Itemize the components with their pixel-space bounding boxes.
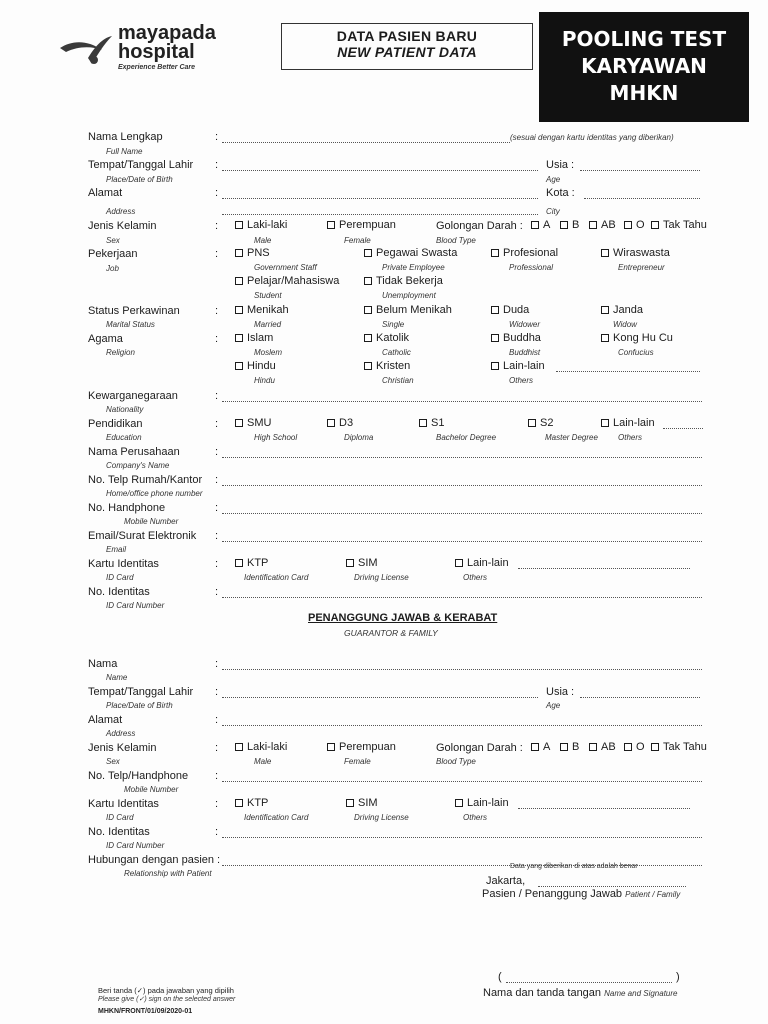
option-label: SMU (247, 417, 272, 429)
option-label: O (636, 219, 645, 231)
option-sublabel: Married (254, 320, 282, 329)
form-title-box (281, 23, 533, 70)
checkbox-student[interactable] (235, 275, 339, 287)
colon: : (215, 770, 219, 782)
checkbox-female[interactable] (327, 219, 396, 231)
option-sublabel: Male (254, 757, 272, 766)
blood-type-label: Golongan Darah : (436, 220, 523, 232)
checkbox-icon (624, 743, 632, 751)
colon: : (215, 742, 219, 754)
guarantor-address-label: Alamat (88, 714, 123, 726)
checkbox-s2[interactable] (528, 417, 553, 429)
colon: : (215, 220, 219, 232)
colon: : (215, 390, 219, 402)
signature-label-en: Name and Signature (604, 989, 678, 998)
colon: : (215, 131, 219, 143)
checkbox-buddha[interactable] (491, 332, 541, 344)
guarantor-birth-label: Tempat/Tanggal Lahir (88, 686, 194, 698)
option-label: Tak Tahu (663, 219, 707, 231)
checkbox-ktp[interactable] (235, 557, 268, 569)
checkbox-widow[interactable] (601, 304, 643, 316)
form-code: MHKN/FRONT/01/09/2020-01 (98, 1008, 193, 1015)
option-sublabel: Others (509, 376, 534, 385)
guarantor-checkbox-blood-ab[interactable] (589, 741, 616, 753)
guarantor-checkbox-blood-b[interactable] (560, 741, 579, 753)
checkbox-icon (651, 743, 659, 751)
sex-sublabel: Sex (106, 236, 120, 245)
company-label: Nama Perusahaan (88, 446, 180, 458)
id-card-label: Kartu Identitas (88, 558, 159, 570)
checkbox-icon (235, 743, 243, 751)
option-sublabel: Hindu (254, 376, 275, 385)
checkbox-icon (235, 277, 243, 285)
colon: : (215, 474, 219, 486)
option-sublabel: Bachelor Degree (436, 433, 497, 442)
date-field[interactable] (538, 877, 686, 887)
email-field[interactable] (222, 532, 702, 542)
checkbox-icon (491, 334, 499, 342)
option-label: Profesional (503, 247, 559, 259)
option-label: Tidak Bekerja (376, 275, 443, 287)
option-label: Islam (247, 332, 274, 344)
colon: : (215, 187, 219, 199)
nationality-field[interactable] (222, 392, 702, 402)
marital-status-label: Status Perkawinan (88, 305, 180, 317)
checkbox-islam[interactable] (235, 332, 273, 344)
checkbox-icon (364, 362, 372, 370)
place-date-label: Jakarta, (486, 875, 526, 887)
checkbox-widower[interactable] (491, 304, 529, 316)
checkbox-icon (531, 221, 539, 229)
id-number-sublabel: ID Card Number (106, 601, 165, 610)
checkbox-catholic[interactable] (364, 332, 409, 344)
education-other-field[interactable] (663, 419, 703, 429)
checkbox-blood-ab[interactable] (589, 219, 616, 231)
education-label: Pendidikan (88, 418, 143, 430)
checkbox-education-other[interactable] (601, 417, 655, 429)
option-label: S1 (431, 417, 445, 429)
option-sublabel: Male (254, 236, 272, 245)
checkbox-icon (235, 221, 243, 229)
checkbox-blood-o[interactable] (624, 219, 645, 231)
mobile-label: No. Handphone (88, 502, 166, 514)
city-field[interactable] (584, 189, 700, 199)
option-sublabel: Student (254, 291, 282, 300)
logo-name-line-1: mayapada (118, 22, 216, 44)
checkbox-professional[interactable] (491, 247, 558, 259)
guarantor-checkbox-female[interactable] (327, 741, 396, 753)
colon: : (215, 798, 219, 810)
signature-label (483, 987, 678, 999)
guarantor-checkbox-ktp[interactable] (235, 797, 268, 809)
checkbox-icon (419, 419, 427, 427)
checkbox-married[interactable] (235, 304, 289, 316)
full-name-field[interactable] (222, 133, 510, 143)
checkbox-male[interactable] (235, 219, 287, 231)
checkbox-private-employee[interactable] (364, 247, 457, 259)
option-sublabel: Single (382, 320, 405, 329)
option-label: Pegawai Swasta (376, 247, 458, 259)
guarantor-phone-sublabel: Mobile Number (124, 785, 179, 794)
job-label: Pekerjaan (88, 248, 138, 260)
checkbox-id-other[interactable] (455, 557, 509, 569)
option-label: Buddha (503, 332, 541, 344)
checkbox-entrepreneur[interactable] (601, 247, 670, 259)
guarantor-checkbox-blood-a[interactable] (531, 741, 550, 753)
stamp-line-3: MHKN (609, 81, 679, 105)
colon: : (215, 305, 219, 317)
checkbox-religion-other[interactable] (491, 360, 545, 372)
checkbox-icon (455, 559, 463, 567)
religion-other-field[interactable] (556, 362, 700, 372)
checkbox-icon (364, 249, 372, 257)
guarantor-sex-label: Jenis Kelamin (88, 742, 157, 754)
guarantor-phone-field[interactable] (222, 772, 702, 782)
option-sublabel: Driving License (354, 573, 409, 582)
option-label: Tak Tahu (663, 741, 707, 753)
checkbox-icon (327, 743, 335, 751)
relationship-label: Hubungan dengan pasien : (88, 854, 221, 866)
guarantor-address-field[interactable] (222, 716, 702, 726)
option-label: Lain-lain (503, 360, 545, 372)
checkbox-pns[interactable] (235, 247, 270, 259)
colon: : (215, 686, 219, 698)
blood-type-sublabel: Blood Type (436, 236, 476, 245)
city-sublabel: City (546, 207, 560, 216)
option-sublabel: Moslem (254, 348, 283, 357)
marital-status-sublabel: Marital Status (106, 320, 155, 329)
guarantor-id-other-field[interactable] (518, 799, 690, 809)
checkbox-icon (235, 249, 243, 257)
option-label: Pelajar/Mahasiswa (247, 275, 340, 287)
checkbox-icon (560, 743, 568, 751)
checkbox-blood-b[interactable] (560, 219, 579, 231)
guarantor-age-field[interactable] (580, 688, 700, 698)
colon: : (215, 418, 219, 430)
mobile-field[interactable] (222, 504, 702, 514)
full-name-note: (sesuai dengan kartu identitas yang diberikan) (510, 133, 674, 142)
colon: : (215, 248, 219, 260)
option-label: AB (601, 219, 616, 231)
age-sublabel: Age (546, 175, 561, 184)
checkbox-smu[interactable] (235, 417, 271, 429)
address-field-line-1[interactable] (222, 189, 538, 199)
option-sublabel: Master Degree (545, 433, 598, 442)
option-sublabel: Entrepreneur (618, 263, 665, 272)
option-sublabel: Widow (613, 320, 637, 329)
guarantor-checkbox-sim[interactable] (346, 797, 378, 809)
option-sublabel: Buddhist (509, 348, 541, 357)
checkbox-unemployed[interactable] (364, 275, 443, 287)
checkbox-icon (531, 743, 539, 751)
guarantor-section-title: PENANGGUNG JAWAB & KERABAT (308, 612, 498, 624)
option-label: Lain-lain (613, 417, 655, 429)
option-label: D3 (339, 417, 354, 429)
checkbox-christian[interactable] (364, 360, 410, 372)
option-sublabel: Identification Card (244, 573, 309, 582)
option-sublabel: High School (254, 433, 298, 442)
nationality-sublabel: Nationality (106, 405, 144, 414)
option-sublabel: Catholic (382, 348, 411, 357)
option-label: Janda (613, 304, 643, 316)
guarantor-name-label: Nama (88, 658, 118, 670)
checkbox-icon (589, 743, 597, 751)
guarantor-checkbox-male[interactable] (235, 741, 287, 753)
option-sublabel: Private Employee (382, 263, 445, 272)
checkbox-icon (491, 306, 499, 314)
guarantor-birth-sublabel: Place/Date of Birth (106, 701, 173, 710)
address-field-line-2[interactable] (222, 205, 538, 215)
phone-field[interactable] (222, 476, 702, 486)
guarantor-id-card-label: Kartu Identitas (88, 798, 159, 810)
phone-label: No. Telp Rumah/Kantor (88, 474, 203, 486)
guarantor-id-number-field[interactable] (222, 828, 702, 838)
full-name-sublabel: Full Name (106, 147, 143, 156)
checkbox-icon (601, 334, 609, 342)
religion-sublabel: Religion (106, 348, 135, 357)
email-label: Email/Surat Elektronik (88, 530, 197, 542)
option-sublabel: Others (463, 813, 488, 822)
option-label: Wiraswasta (613, 247, 670, 259)
option-label: A (543, 741, 551, 753)
mobile-sublabel: Mobile Number (124, 517, 179, 526)
option-sublabel: Driving License (354, 813, 409, 822)
guarantor-blood-type-sublabel: Blood Type (436, 757, 476, 766)
option-label: Kristen (376, 360, 411, 372)
id-number-field[interactable] (222, 588, 702, 598)
id-card-sublabel: ID Card (106, 573, 134, 582)
checkbox-icon (346, 799, 354, 807)
checkbox-icon (327, 221, 335, 229)
option-label: Hindu (247, 360, 276, 372)
checkbox-icon (601, 249, 609, 257)
address-label: Alamat (88, 187, 123, 199)
relationship-sublabel: Relationship with Patient (124, 869, 212, 878)
guarantor-age-label: Usia : (546, 686, 575, 698)
logo-name-line-2: hospital (118, 41, 195, 63)
option-sublabel: Professional (509, 263, 554, 272)
option-label: B (572, 741, 580, 753)
checkbox-icon (455, 799, 463, 807)
pooling-test-stamp (539, 12, 749, 122)
option-label: Lain-lain (467, 557, 509, 569)
form-title: DATA PASIEN BARU (336, 28, 478, 44)
checkbox-icon (235, 334, 243, 342)
option-label: Katolik (376, 332, 410, 344)
hospital-logo-icon (58, 30, 116, 70)
guarantor-checkbox-id-other[interactable] (455, 797, 509, 809)
option-label: Perempuan (339, 219, 396, 231)
checkbox-single[interactable] (364, 304, 452, 316)
option-label: B (572, 219, 580, 231)
birth-sublabel: Place/Date of Birth (106, 175, 173, 184)
checkbox-s1[interactable] (419, 417, 444, 429)
option-label: PNS (247, 247, 270, 259)
guarantor-section-subtitle: GUARANTOR & FAMILY (344, 628, 438, 638)
checkbox-icon (491, 249, 499, 257)
checkmark-instruction: Beri tanda (✓) pada jawaban yang dipilih (98, 986, 234, 995)
company-sublabel: Company's Name (106, 461, 170, 470)
colon: : (215, 159, 219, 171)
phone-sublabel: Home/office phone number (106, 489, 203, 498)
option-label: Belum Menikah (376, 304, 452, 316)
guarantor-age-sublabel: Age (546, 701, 561, 710)
option-label: S2 (540, 417, 554, 429)
option-label: Lain-lain (467, 797, 509, 809)
option-label: KTP (247, 557, 269, 569)
colon: : (215, 530, 219, 542)
guarantor-blood-type-label: Golongan Darah : (436, 742, 523, 754)
option-label: Laki-laki (247, 741, 288, 753)
colon: : (215, 558, 219, 570)
colon: : (215, 446, 219, 458)
guarantor-id-number-label: No. Identitas (88, 826, 150, 838)
option-sublabel: Government Staff (254, 263, 317, 272)
email-sublabel: Email (106, 545, 127, 554)
checkbox-icon (601, 306, 609, 314)
option-sublabel: Others (618, 433, 643, 442)
checkbox-icon (589, 221, 597, 229)
job-sublabel: Job (106, 264, 119, 273)
guarantor-name-sublabel: Name (106, 673, 128, 682)
option-label: KTP (247, 797, 269, 809)
colon: : (215, 333, 219, 345)
option-label: Perempuan (339, 741, 396, 753)
signature-label-id: Nama dan tanda tangan (483, 987, 602, 999)
checkbox-blood-unknown[interactable] (651, 219, 707, 231)
checkbox-blood-a[interactable] (531, 219, 550, 231)
checkbox-hindu[interactable] (235, 360, 276, 372)
colon: : (215, 714, 219, 726)
guarantor-id-number-sublabel: ID Card Number (106, 841, 165, 850)
checkbox-icon (327, 419, 335, 427)
checkbox-icon (624, 221, 632, 229)
checkbox-d3[interactable] (327, 417, 353, 429)
checkbox-konghucu[interactable] (601, 332, 673, 344)
option-sublabel: Christian (382, 376, 414, 385)
id-other-field[interactable] (518, 559, 690, 569)
address-sublabel: Address (106, 207, 136, 216)
guarantor-name-field[interactable] (222, 660, 702, 670)
hospital-logo-name (118, 24, 216, 62)
option-sublabel: Unemployment (382, 291, 436, 300)
checkbox-icon (235, 799, 243, 807)
checkbox-icon (651, 221, 659, 229)
birth-field[interactable] (222, 161, 538, 171)
signer-label (482, 888, 680, 900)
option-sublabel: Widower (509, 320, 541, 329)
logo-tagline: Experience Better Care (118, 64, 196, 71)
checkbox-icon (364, 277, 372, 285)
colon: : (215, 502, 219, 514)
religion-label: Agama (88, 333, 123, 345)
checkbox-icon (235, 419, 243, 427)
checkbox-icon (364, 306, 372, 314)
option-sublabel: Identification Card (244, 813, 309, 822)
checkbox-icon (528, 419, 536, 427)
company-field[interactable] (222, 448, 702, 458)
full-name-label: Nama Lengkap (88, 131, 163, 143)
option-label: Laki-laki (247, 219, 288, 231)
colon: : (215, 586, 219, 598)
checkbox-icon (235, 362, 243, 370)
option-label: AB (601, 741, 616, 753)
option-sublabel: Female (344, 236, 371, 245)
guarantor-checkbox-blood-unknown[interactable] (651, 741, 707, 753)
guarantor-id-card-sublabel: ID Card (106, 813, 134, 822)
option-label: Kong Hu Cu (613, 332, 673, 344)
checkbox-icon (491, 362, 499, 370)
checkbox-icon (601, 419, 609, 427)
checkbox-icon (560, 221, 568, 229)
checkmark-instruction-en: Please give (✓) sign on the selected answer (98, 996, 236, 1003)
signature-open-paren: ( (498, 971, 502, 983)
option-sublabel: Others (463, 573, 488, 582)
colon: : (215, 826, 219, 838)
option-label: SIM (358, 797, 378, 809)
guarantor-address-sublabel: Address (106, 729, 136, 738)
id-number-label: No. Identitas (88, 586, 150, 598)
checkbox-icon (364, 334, 372, 342)
option-label: Menikah (247, 304, 289, 316)
option-sublabel: Confucius (618, 348, 654, 357)
checkbox-icon (235, 559, 243, 567)
option-label: O (636, 741, 645, 753)
birth-label: Tempat/Tanggal Lahir (88, 159, 194, 171)
age-field[interactable] (580, 161, 700, 171)
guarantor-phone-label: No. Telp/Handphone (88, 770, 189, 782)
guarantor-sex-sublabel: Sex (106, 757, 120, 766)
stamp-line-2: KARYAWAN (581, 54, 707, 78)
guarantor-checkbox-blood-o[interactable] (624, 741, 645, 753)
signer-label-id: Pasien / Penanggung Jawab (482, 888, 623, 900)
guarantor-birth-field[interactable] (222, 688, 538, 698)
city-label: Kota : (546, 187, 575, 199)
signature-field[interactable] (506, 973, 672, 983)
form-title-english: NEW PATIENT DATA (337, 44, 477, 60)
option-sublabel: Diploma (344, 433, 374, 442)
stamp-line-1: POOLING TEST (561, 27, 727, 51)
checkbox-icon (235, 306, 243, 314)
signature-close-paren: ) (676, 971, 680, 983)
option-label: Duda (503, 304, 530, 316)
colon: : (215, 658, 219, 670)
option-sublabel: Female (344, 757, 371, 766)
declaration-text: Data yang diberikan di atas adalah benar (510, 863, 638, 870)
sex-label: Jenis Kelamin (88, 220, 157, 232)
checkbox-sim[interactable] (346, 557, 378, 569)
signer-label-en: Patient / Family (625, 890, 681, 899)
nationality-label: Kewarganegaraan (88, 390, 178, 402)
checkbox-icon (346, 559, 354, 567)
option-label: A (543, 219, 551, 231)
age-label: Usia : (546, 159, 575, 171)
education-sublabel: Education (106, 433, 142, 442)
option-label: SIM (358, 557, 378, 569)
